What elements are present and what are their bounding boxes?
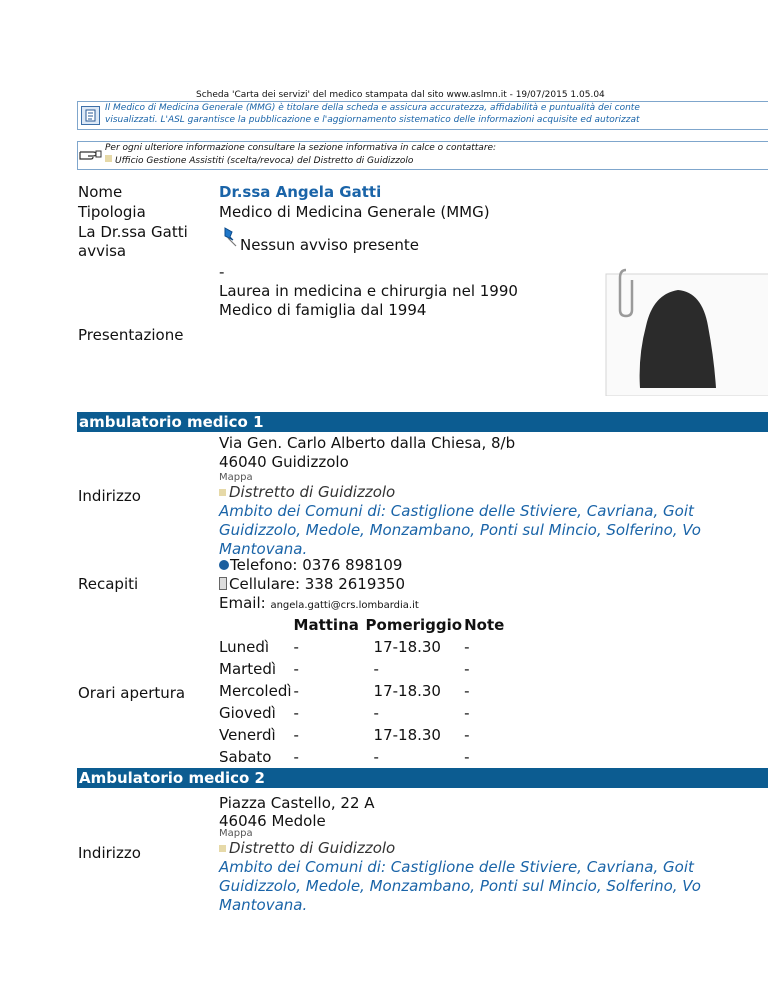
amb1-district: Distretto di Guidizzolo — [219, 483, 395, 502]
contact-info-line2 — [105, 155, 413, 166]
print-info: Scheda 'Carta dei servizi' del medico stampata dal sito www.aslmn.it - 19/07/2015 1.05.04 — [196, 90, 605, 100]
hours-header-row: Mattina Pomeriggio Note — [293, 616, 505, 634]
amb2-ambito-line3: Mantovana. — [219, 896, 308, 914]
amb1-contacts-label: Recapiti — [78, 575, 139, 593]
hours-row: Mercoledì - 17-18.30 - — [219, 682, 470, 700]
amb1-city: 46040 Guidizzolo — [219, 453, 349, 471]
amb1-hours-table — [219, 614, 506, 768]
amb1-email-row — [219, 594, 419, 615]
hours-row: Giovedì - - - — [219, 704, 470, 722]
presentation-line-1: - — [219, 263, 225, 281]
email-label: Email: — [219, 594, 266, 612]
mmg-notice-box — [77, 101, 768, 130]
contact-info-box — [77, 141, 768, 170]
hours-row: Martedì - - - — [219, 660, 470, 678]
amb1-ambito-line3: Mantovana. — [219, 540, 308, 558]
contact-info-line1: Per ogni ulteriore informazione consultare la sezione informativa in calce o contattare: — [105, 143, 497, 153]
email-link[interactable]: angela.gatti@crs.lombardia.it — [270, 600, 419, 611]
phone-icon — [219, 560, 229, 570]
amb2-address-label: Indirizzo — [78, 844, 141, 862]
presentation-line-3: Medico di famiglia dal 1994 — [219, 301, 427, 319]
notice-label-line2: avvisa — [78, 242, 127, 260]
hours-row: Lunedì - 17-18.30 - — [219, 638, 470, 656]
amb1-hours-label: Orari apertura — [78, 684, 186, 702]
amb1-map-link[interactable]: Mappa — [219, 472, 253, 483]
square-bullet-icon — [105, 155, 112, 162]
hours-row: Sabato - - - — [219, 748, 470, 766]
amb1-ambito-line1: Ambito dei Comuni di: Castiglione delle Stiviere, Cavriana, Goit — [219, 502, 694, 520]
hours-row: Venerdì - 17-18.30 - — [219, 726, 470, 744]
document-icon — [81, 106, 100, 125]
square-bullet-icon — [219, 489, 226, 496]
name-label: Nome — [78, 183, 123, 201]
amb2-ambito-line2: Guidizzolo, Medole, Monzambano, Ponti sul Mincio, Solferino, Vo — [219, 877, 701, 895]
mmg-notice-line1: Il Medico di Medicina Generale (MMG) è titolare della scheda e assicura accuratezza, affidabilità e puntualità dei conte — [105, 103, 640, 113]
amb2-street: Piazza Castello, 22 A — [219, 794, 375, 812]
mobile-phone-icon — [219, 577, 227, 590]
section-header-ambulatorio-1: ambulatorio medico 1 — [77, 412, 768, 432]
square-bullet-icon — [219, 845, 226, 852]
type-label: Tipologia — [78, 203, 146, 221]
amb2-district: Distretto di Guidizzolo — [219, 839, 395, 858]
doctor-name: Dr.ssa Angela Gatti — [219, 183, 382, 201]
amb1-address-label: Indirizzo — [78, 487, 141, 505]
presentation-label: Presentazione — [78, 326, 184, 344]
amb1-mobile: Cellulare: 338 2619350 — [219, 575, 405, 594]
amb1-ambito-line2: Guidizzolo, Medole, Monzambano, Ponti sul Mincio, Solferino, Vo — [219, 521, 701, 539]
amb2-ambito-line1: Ambito dei Comuni di: Castiglione delle Stiviere, Cavriana, Goit — [219, 858, 694, 876]
amb1-phone: Telefono: 0376 898109 — [219, 556, 402, 575]
district-office-link[interactable]: Ufficio Gestione Assistiti (scelta/revoca) del Distretto di Guidizzolo — [115, 156, 414, 166]
section-header-ambulatorio-2: Ambulatorio medico 2 — [77, 768, 768, 788]
presentation-line-2: Laurea in medicina e chirurgia nel 1990 — [219, 282, 518, 300]
doctor-photo — [598, 266, 768, 396]
notice-label-line1: La Dr.ssa Gatti — [78, 223, 188, 241]
avatar-silhouette-icon — [598, 266, 768, 396]
amb2-map-link[interactable]: Mappa — [219, 828, 253, 839]
mmg-notice-line2: visualizzati. L'ASL garantisce la pubblicazione e l'aggiornamento sistematico delle informazioni acquisite ed autorizzat — [105, 115, 640, 125]
amb1-street: Via Gen. Carlo Alberto dalla Chiesa, 8/b — [219, 434, 516, 452]
doctor-type: Medico di Medicina Generale (MMG) — [219, 203, 490, 221]
pointing-hand-icon — [79, 146, 103, 162]
notice-value: Nessun avviso presente — [240, 236, 419, 254]
amb2-city: 46046 Medole — [219, 812, 326, 830]
pushpin-icon — [220, 226, 238, 248]
